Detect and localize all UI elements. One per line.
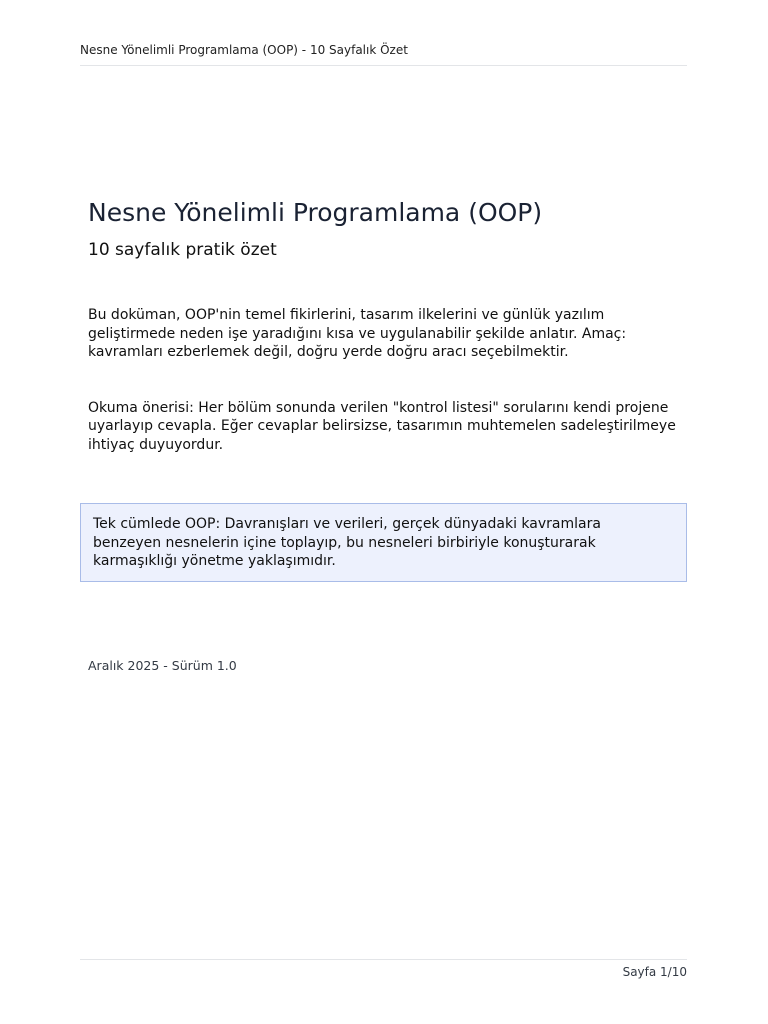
page-header (80, 42, 687, 66)
document-subtitle: 10 sayfalık pratik özet (88, 240, 277, 260)
summary-callout-box (80, 503, 687, 582)
main-content (88, 196, 688, 454)
document-title: Nesne Yönelimli Programlama (OOP) (88, 198, 543, 227)
page-number: Sayfa 1/10 (622, 965, 687, 979)
date-version-label: Aralık 2025 - Sürüm 1.0 (88, 658, 237, 673)
reading-tip-paragraph: Okuma önerisi: Her bölüm sonunda verilen "kontrol listesi" sorularını kendi projene uyarlayıp cevapla. Eğer cevaplar belirsizse, tasarımın muhtemelen sadeleştirilmeye ihtiyaç duyuyordur. (88, 399, 676, 453)
summary-callout-text: Tek cümlede OOP: Davranışları ve verileri, gerçek dünyadaki kavramlara benzeyen nesnelerin içine toplayıp, bu nesneleri birbiriyle konuşturarak karmaşıklığı yönetme yaklaşımıdır. (93, 516, 601, 569)
running-title: Nesne Yönelimli Programlama (OOP) - 10 Sayfalık Özet (80, 43, 408, 57)
intro-paragraph: Bu doküman, OOP'nin temel fikirlerini, tasarım ilkelerini ve günlük yazılım geliştirmede neden işe yaradığını kısa ve uygulanabilir şekilde anlatır. Amaç: kavramları ezberlemek değil, doğru yerde doğru aracı seçebilmektir. (88, 307, 627, 360)
page-footer (80, 959, 687, 990)
